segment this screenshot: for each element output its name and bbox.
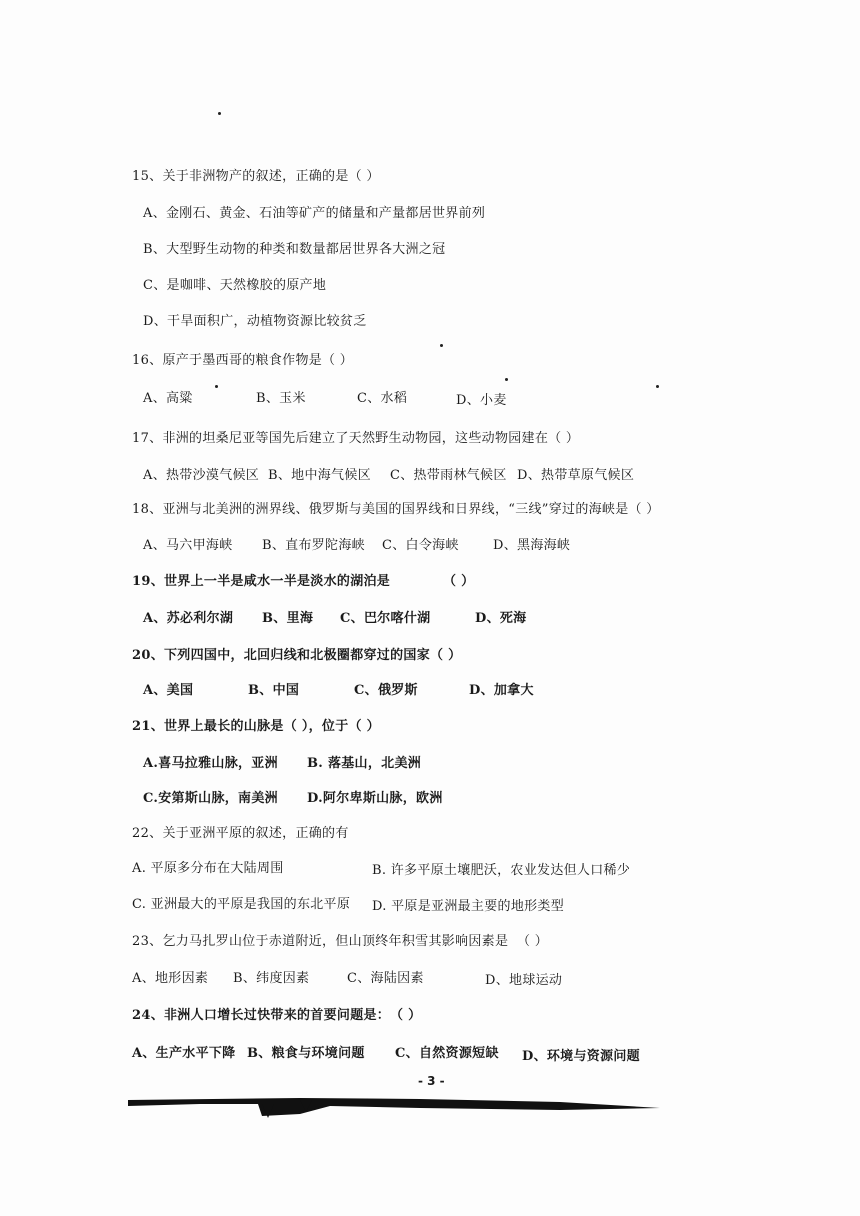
q22-stem: 22、关于亚洲平原的叙述，正确的有 [132, 826, 349, 841]
page-number: - 3 - [418, 1074, 445, 1088]
q22-option-b: B. 许多平原土壤肥沃，农业发达但人口稀少 [372, 863, 631, 878]
q19-option-b: B、里海 [262, 611, 314, 626]
q21-option-c: C.安第斯山脉，南美洲 [143, 791, 278, 806]
q19-stem: 19、世界上一半是咸水一半是淡水的湖泊是 [132, 574, 391, 589]
q15-option-d: D、干旱面积广，动植物资源比较贫乏 [143, 314, 367, 329]
q20-answer-paren: （ ） [430, 648, 462, 663]
q20-option-c: C、俄罗斯 [354, 683, 418, 698]
q22-option-c: C. 亚洲最大的平原是我国的东北平原 [132, 897, 351, 912]
q21-option-d: D.阿尔卑斯山脉，欧洲 [307, 791, 443, 806]
q24-stem: 24、非洲人口增长过快带来的首要问题是： [132, 1008, 391, 1023]
q16-stem: 16、原产于墨西哥的粮食作物是（ ） [132, 353, 354, 368]
scan-speck [656, 385, 659, 388]
q15-option-a: A、金刚石、黄金、石油等矿产的储量和产量都居世界前列 [143, 206, 486, 221]
q20-option-a: A、美国 [143, 683, 194, 698]
scan-edge-bar [0, 1092, 860, 1122]
q24-option-a: A、生产水平下降 [132, 1046, 236, 1061]
scan-speck [215, 385, 218, 388]
q20-option-b: B、中国 [248, 683, 300, 698]
q18-stem: 18、亚洲与北美洲的洲界线、俄罗斯与美国的国界线和日界线，“三线”穿过的海峡是（ ） [132, 502, 660, 517]
q16-option-b: B、玉米 [256, 391, 306, 406]
q21-option-b: B. 落基山，北美洲 [307, 756, 422, 771]
q24-option-b: B、粮食与环境问题 [247, 1046, 365, 1061]
scan-speck [440, 344, 443, 347]
q16-option-a: A、高粱 [143, 391, 193, 406]
q17-option-d: D、热带草原气候区 [517, 468, 635, 483]
q18-option-d: D、黑海海峡 [493, 538, 571, 553]
q23-option-a: A、地形因素 [132, 971, 209, 986]
q15-stem: 15、关于非洲物产的叙述，正确的是（ ） [132, 169, 380, 184]
q23-option-b: B、纬度因素 [233, 971, 310, 986]
q19-option-a: A、苏必利尔湖 [143, 611, 234, 626]
q18-option-a: A、马六甲海峡 [143, 538, 233, 553]
q17-option-c: C、热带雨林气候区 [390, 468, 507, 483]
scan-speck [218, 112, 221, 115]
q23-option-d: D、地球运动 [485, 973, 563, 988]
q19-answer-paren: （ ） [443, 574, 475, 589]
q23-answer-paren: （ ） [517, 934, 549, 949]
q15-option-c: C、是咖啡、天然橡胶的原产地 [143, 278, 327, 293]
q23-option-c: C、海陆因素 [347, 971, 424, 986]
q19-option-c: C、巴尔喀什湖 [340, 611, 431, 626]
q20-stem: 20、下列四国中，北回归线和北极圈都穿过的国家 [132, 648, 430, 663]
q17-stem: 17、非洲的坦桑尼亚等国先后建立了天然野生动物园，这些动物园建在（ ） [132, 431, 580, 446]
q17-option-a: A、热带沙漠气候区 [143, 468, 260, 483]
q22-option-a: A. 平原多分布在大陆周围 [132, 861, 284, 876]
q15-option-b: B、大型野生动物的种类和数量都居世界各大洲之冠 [143, 242, 446, 257]
scan-speck [505, 378, 508, 381]
q24-answer-paren: （ ） [390, 1008, 422, 1023]
q24-option-c: C、自然资源短缺 [395, 1046, 499, 1061]
q24-option-d: D、环境与资源问题 [522, 1049, 640, 1064]
q20-option-d: D、加拿大 [469, 683, 534, 698]
q17-option-b: B、地中海气候区 [268, 468, 371, 483]
q22-option-d: D. 平原是亚洲最主要的地形类型 [372, 899, 565, 914]
q23-stem: 23、乞力马扎罗山位于赤道附近，但山顶终年积雪其影响因素是 [132, 934, 509, 949]
q16-option-c: C、水稻 [357, 391, 408, 406]
q18-option-c: C、白令海峡 [382, 538, 459, 553]
q18-option-b: B、直布罗陀海峡 [262, 538, 365, 553]
q16-option-d: D、小麦 [456, 393, 507, 408]
q21-option-a: A.喜马拉雅山脉，亚洲 [143, 756, 278, 771]
q21-stem: 21、世界上最长的山脉是（ ），位于（ ） [132, 719, 380, 734]
q19-option-d: D、死海 [475, 611, 527, 626]
